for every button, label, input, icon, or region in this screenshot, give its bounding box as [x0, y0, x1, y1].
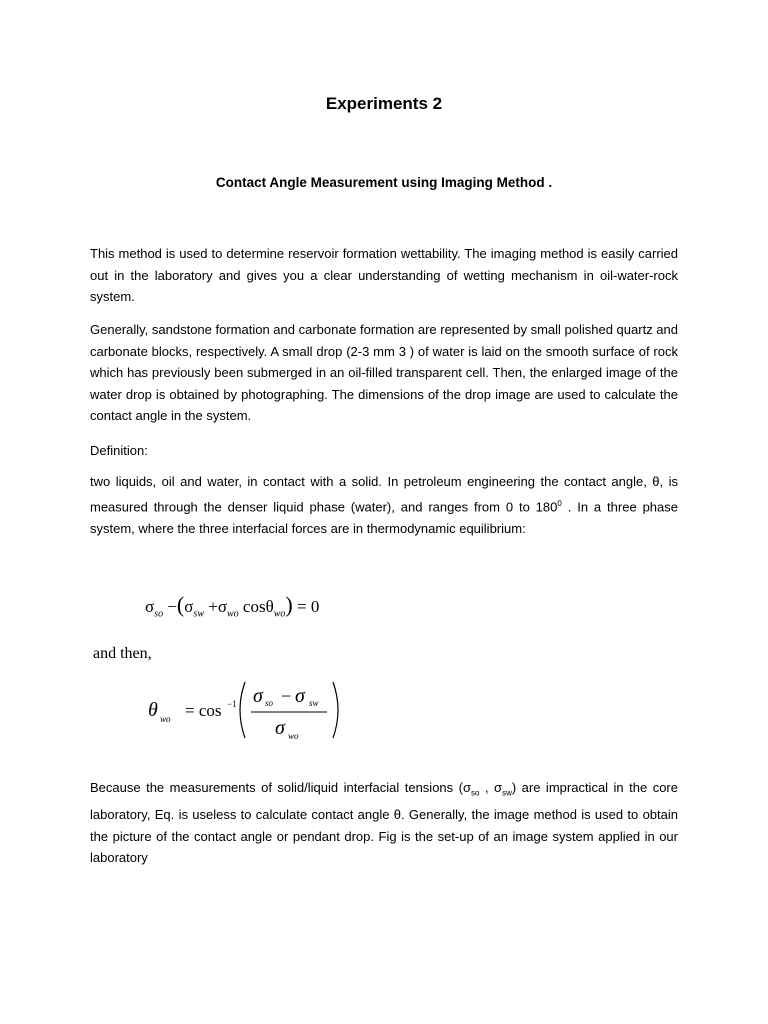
eq1-sub-sw: sw [193, 608, 204, 620]
eq2-right-paren [333, 682, 338, 738]
definition-text-a: two liquids, oil and water, in contact with a solid. In petroleum engineering the contact angle, θ, is measured through the denser liquid phase (water), and ranges from 0 to 180 [90, 474, 678, 514]
paragraph-definition-heading: Definition: [90, 443, 148, 458]
eq1-plus: + [208, 597, 218, 616]
eq2-equals-cos: = cos [185, 701, 222, 720]
paragraph-procedure: Generally, sandstone formation and carbonate formation are represented by small polished quartz and carbonate blocks, respectively. A small drop (2-3 mm 3 ) of water is laid on the smooth surface of rock which has previously been submerged in an oil-filled transparent cell. Then, the enlarged image of the water drop is obtained by photographing. The dimensions of the drop image are used to calculate the contact angle in the system. [90, 322, 678, 424]
definition-text-b: . In a three phase system, where the three interfacial forces are in thermodynamic equilibrium: [90, 498, 678, 536]
and-then-text: and then, [93, 645, 152, 662]
paragraph-definition [90, 471, 678, 539]
eq1-sub-so: so [154, 608, 164, 620]
eq2-theta: θ [148, 699, 158, 721]
limitations-sub-sw: sw [502, 788, 512, 798]
eq1-sigma-sw: σ [184, 597, 194, 616]
eq1-rparen: ) [285, 592, 293, 617]
limitations-text-a: Because the measurements of solid/liquid interfacial tensions (σ [90, 780, 471, 795]
paragraph-limitations [90, 777, 678, 869]
eq2-sub-sw: sw [309, 698, 319, 708]
equation-contact-angle [145, 676, 345, 744]
eq1-sigma-so: σ [145, 597, 155, 616]
eq1-sigma-wo: σ [217, 597, 227, 616]
eq2-sigma-so: σ [253, 685, 263, 707]
document-subtitle: Contact Angle Measurement using Imaging Method . [215, 175, 553, 190]
eq1-minus: − [167, 597, 177, 616]
eq2-inverse: −1 [227, 699, 237, 709]
eq1-cos: cos [242, 597, 266, 616]
definition-superscript: 0 [557, 498, 562, 508]
eq2-sigma-wo: σ [275, 717, 285, 739]
limitations-text-b: , σ [479, 780, 503, 795]
eq1-theta: θ [265, 597, 274, 616]
document-title: Experiments 2 [325, 94, 443, 113]
eq2-sigma-sw: σ [295, 685, 305, 707]
eq2-minus: − [281, 686, 292, 706]
eq1-sub-wo-2: wo [273, 608, 286, 620]
eq1-equals: = 0 [297, 597, 320, 616]
eq2-sub-so: so [265, 698, 274, 708]
eq2-left-paren [240, 682, 245, 738]
eq2-sub-wo: wo [160, 714, 171, 724]
paragraph-intro: This method is used to determine reservoir formation wettability. The imaging method is easily carried out in the laboratory and gives you a clear understanding of wetting mechanism in oil-water-rock system. [90, 246, 678, 305]
limitations-sub-so: so [471, 788, 480, 798]
limitations-text-c: ) are impractical in the core laboratory, Eq. is useless to calculate contact angle θ. Generally, the image method is used to obtain the picture of the contact angle or pendant drop. Fig is the set-up of an image system applied in our laboratory [90, 780, 678, 866]
eq2-sub-wo-denominator: wo [288, 731, 299, 741]
equation-young [145, 592, 319, 619]
eq1-sub-wo: wo [227, 608, 239, 620]
eq1-lparen: ( [176, 592, 185, 617]
